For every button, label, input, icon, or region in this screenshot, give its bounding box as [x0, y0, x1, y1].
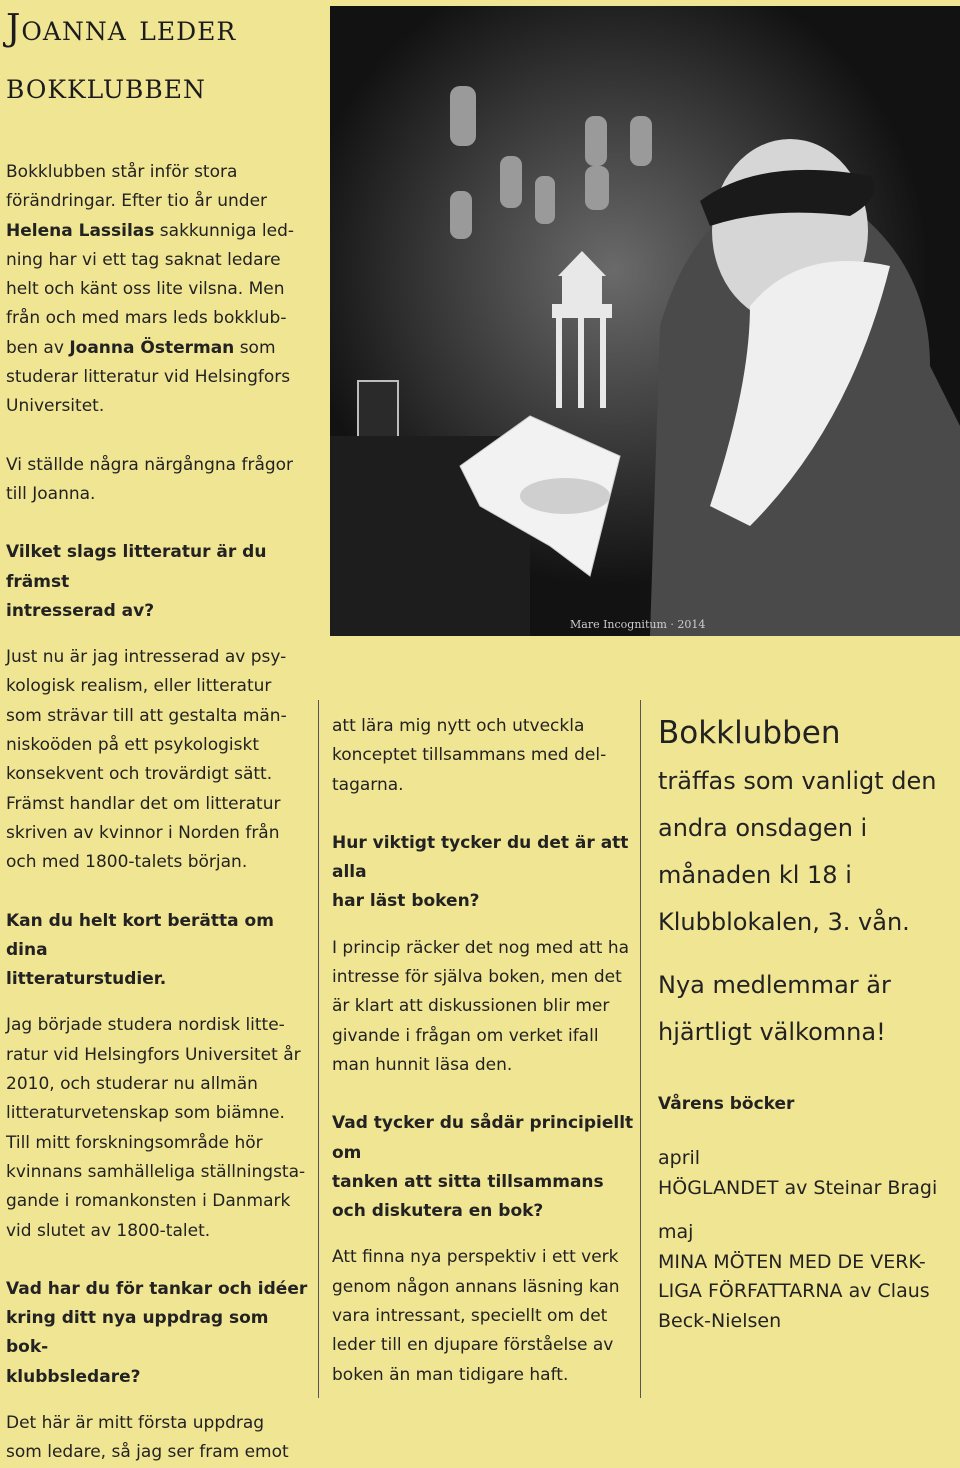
book-month: maj [658, 1221, 694, 1244]
column-3-infobox [658, 708, 958, 1336]
question-3: Vad har du för tankar och idéer kring ditt nya uppdrag som bok- klubbsledare? [6, 1278, 308, 1387]
bokklubben-heading: Bokklubben [658, 715, 841, 751]
intro-line: ben av Joanna Österman som [6, 337, 276, 358]
book-month: april [658, 1147, 701, 1170]
meeting-info: träffas som vanligt den andra onsdagen i månaden kl 18 i Klubblokalen, 3. vån. [658, 767, 937, 936]
intro-line: Helena Lassilas sakkunniga led- [6, 220, 295, 241]
answer-5: Att finna nya perspektiv i ett verk genom någon annans läsning kan vara intressant, speciellt om det leder till en djupare förståelse av boken än man tidigare haft. [332, 1247, 620, 1385]
column-1 [6, 158, 316, 1468]
column-divider-2 [640, 700, 641, 1398]
column-2 [332, 712, 637, 1390]
answer-3: Det här är mitt första uppdrag som ledare, så jag ser fram emot [6, 1412, 289, 1463]
answer-2: Jag började studera nordisk litte- ratur vid Helsingfors Universitet år 2010, och studerar nu allmän litteraturvetenskap som biämne. Till mitt forskningsområde hör kvinnans samhälleliga ställningsta- gande i romankonsten i Danmark vid slutet av 1800-talet. [6, 1015, 306, 1241]
question-5: Vad tycker du sådär principiellt om tanken att sitta tillsammans och diskutera en bok? [332, 1113, 634, 1222]
column-divider-1 [318, 700, 319, 1398]
photo-joanna-reading [330, 6, 960, 636]
book-may [658, 1218, 958, 1336]
intro-line: helt och känt oss lite vilsna. Men [6, 279, 285, 300]
title-line-2: bokklubben [6, 66, 206, 107]
book-title: MINA MÖTEN MED DE VERK- [658, 1250, 926, 1273]
photo-illustration [330, 6, 960, 636]
name-joanna: Joanna Österman [69, 337, 235, 358]
answer-3-continued: att lära mig nytt och utveckla konceptet tillsammans med del- tagarna. [332, 716, 607, 795]
intro-line: Bokklubben står inför stora [6, 162, 238, 182]
title-line-1: Joanna leder [6, 8, 237, 49]
intro-paragraph-2: Vi ställde några närgångna frågor till Joanna. [6, 454, 294, 504]
book-title: HÖGLANDET av Steinar Bragi [658, 1176, 938, 1199]
spring-books-heading: Vårens böcker [658, 1094, 795, 1114]
intro-line: förändringar. Efter tio år under [6, 191, 268, 212]
question-2: Kan du helt kort berätta om dina litteraturstudier. [6, 910, 274, 990]
question-1: Vilket slags litteratur är du främst intresserad av? [6, 542, 267, 621]
book-april [658, 1144, 958, 1203]
intro-line: studerar litteratur vid Helsingfors [6, 367, 291, 388]
welcome-text: Nya medlemmar är hjärtligt välkomna! [658, 971, 891, 1046]
answer-1: Just nu är jag intresserad av psy- kologisk realism, eller litteratur som strävar till att gestalta män- niskoöden på ett psykologiskt konsekvent och trovärdigt sätt. Främst handlar det om litteratur skriven av kvinnor i Norden från och med 1800-talets början. [6, 647, 287, 873]
intro-line: från och med mars leds bokklub- [6, 308, 287, 329]
article-title [6, 0, 326, 116]
name-helena: Helena Lassilas [6, 220, 155, 241]
intro-line: Universitet. [6, 396, 105, 417]
intro-paragraph [6, 158, 316, 422]
book-title: LIGA FÖRFATTARNA av Claus [658, 1280, 930, 1303]
answer-4: I princip räcker det nog med att ha intresse för själva boken, men det är klart att diskussionen blir mer givande i frågan om verket ifall man hunnit läsa den. [332, 937, 630, 1075]
photo-credit: Mare Incognitum · 2014 [570, 618, 706, 631]
intro-line: ning har vi ett tag saknat ledare [6, 249, 281, 270]
question-4: Hur viktigt tycker du det är att alla har läst boken? [332, 832, 629, 912]
book-title: Beck-Nielsen [658, 1309, 782, 1332]
